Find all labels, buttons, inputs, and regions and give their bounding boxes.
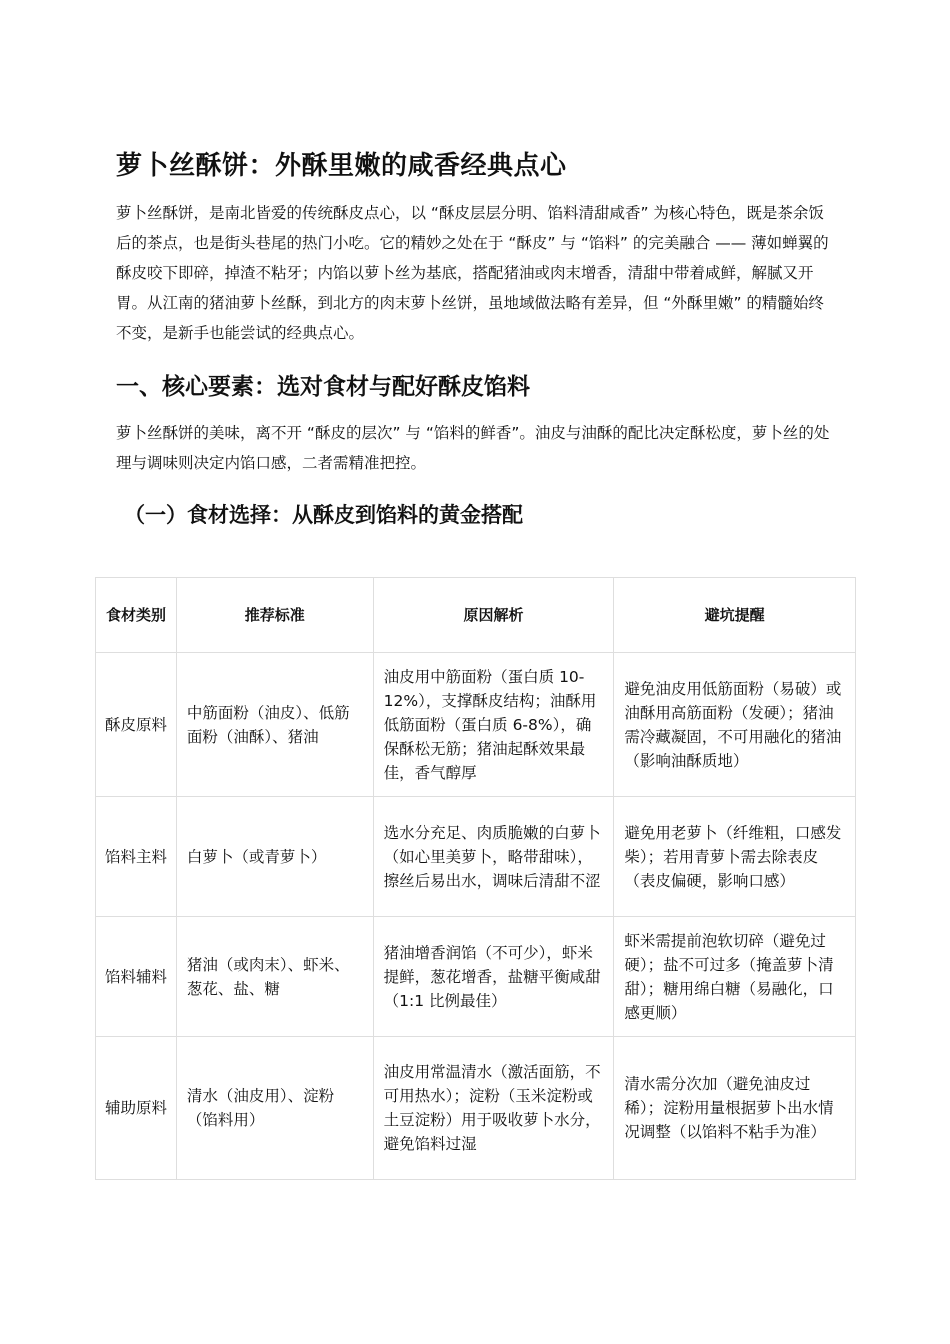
intro-paragraph: 萝卜丝酥饼，是南北皆爱的传统酥皮点心，以 “酥皮层层分明、馅料清甜咸香” 为核心特色，既是茶余饭后的茶点，也是街头巷尾的热门小吃。它的精妙之处在于 “酥皮” 与 “馅料” 的完美融合 —— 薄如蝉翼的酥皮咬下即碎，掉渣不粘牙；内馅以萝卜丝为基底，搭配猪油或肉末增香，清甜中带着咸鲜，解腻又开胃。从江南的猪油萝卜丝酥，到北方的肉末萝卜丝饼，虽地域做法略有差异，但 “外酥里嫩” 的精髓始终不变，是新手也能尝试的经典点心。 bbox=[116, 204, 829, 342]
table-cell-reason: 猪油增香润馅（不可少），虾米提鲜，葱花增香，盐糖平衡咸甜（1:1 比例最佳） bbox=[373, 917, 614, 1037]
table-cell-reason: 选水分充足、肉质脆嫩的白萝卜（如心里美萝卜，略带甜味），擦丝后易出水，调味后清甜不涩 bbox=[373, 797, 614, 917]
table-cell-category: 酥皮原料 bbox=[96, 653, 177, 797]
table-row bbox=[96, 917, 856, 1037]
table-cell-category: 馅料辅料 bbox=[96, 917, 177, 1037]
header-warning: 避坑提醒 bbox=[614, 578, 856, 653]
table-row bbox=[96, 797, 856, 917]
document-body bbox=[116, 146, 838, 532]
page-title: 萝卜丝酥饼：外酥里嫩的咸香经典点心 bbox=[116, 151, 567, 181]
table-cell-standard: 白萝卜（或青萝卜） bbox=[176, 797, 373, 917]
table-cell-reason: 油皮用中筋面粉（蛋白质 10-12%），支撑酥皮结构；油酥用低筋面粉（蛋白质 6-8%），确保酥松无筋；猪油起酥效果最佳，香气醇厚 bbox=[373, 653, 614, 797]
table-row bbox=[96, 653, 856, 797]
section-heading: 一、核心要素：选对食材与配好酥皮馅料 bbox=[116, 374, 530, 400]
table-cell-warning: 避免油皮用低筋面粉（易破）或油酥用高筋面粉（发硬）；猪油需冷藏凝固，不可用融化的猪油（影响油酥质地） bbox=[614, 653, 856, 797]
table-cell-standard: 中筋面粉（油皮）、低筋面粉（油酥）、猪油 bbox=[176, 653, 373, 797]
table-row bbox=[96, 1037, 856, 1180]
table-cell-standard: 清水（油皮用）、淀粉（馅料用） bbox=[176, 1037, 373, 1180]
table-cell-warning: 虾米需提前泡软切碎（避免过硬）；盐不可过多（掩盖萝卜清甜）；糖用绵白糖（易融化，口感更顺） bbox=[614, 917, 856, 1037]
subsection-heading: （一）食材选择：从酥皮到馅料的黄金搭配 bbox=[124, 503, 523, 527]
table-cell-category: 辅助原料 bbox=[96, 1037, 177, 1180]
table-cell-standard: 猪油（或肉末）、虾米、葱花、盐、糖 bbox=[176, 917, 373, 1037]
table-cell-warning: 避免用老萝卜（纤维粗，口感发柴）；若用青萝卜需去除表皮（表皮偏硬，影响口感） bbox=[614, 797, 856, 917]
ingredient-table bbox=[95, 577, 856, 1180]
table-header-row bbox=[96, 578, 856, 653]
table-cell-category: 馅料主料 bbox=[96, 797, 177, 917]
table-cell-warning: 清水需分次加（避免油皮过稀）；淀粉用量根据萝卜出水情况调整（以馅料不粘手为准） bbox=[614, 1037, 856, 1180]
header-reason: 原因解析 bbox=[373, 578, 614, 653]
section-paragraph: 萝卜丝酥饼的美味，离不开 “酥皮的层次” 与 “馅料的鲜香”。油皮与油酥的配比决定酥松度，萝卜丝的处理与调味则决定内馅口感，二者需精准把控。 bbox=[116, 424, 830, 472]
header-category: 食材类别 bbox=[96, 578, 177, 653]
header-standard: 推荐标准 bbox=[176, 578, 373, 653]
table-cell-reason: 油皮用常温清水（激活面筋，不可用热水）；淀粉（玉米淀粉或土豆淀粉）用于吸收萝卜水分，避免馅料过湿 bbox=[373, 1037, 614, 1180]
